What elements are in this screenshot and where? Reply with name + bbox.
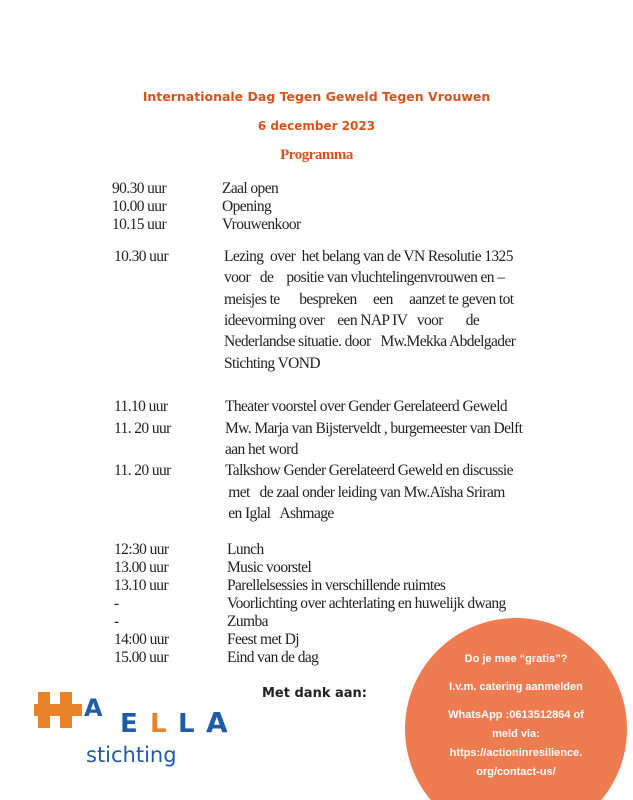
schedule-time: 15.00 uur xyxy=(114,649,169,666)
schedule-activity: voor de positie van vluchtelingenvrouwen en – xyxy=(224,269,505,287)
schedule-time: 90.30 uur xyxy=(112,180,167,197)
schedule-activity: Mw. Marja van Bijsterveldt , burgemeester van Delft xyxy=(225,420,523,437)
schedule-time: 11. 20 uur xyxy=(114,462,171,479)
svg-text:stichting: stichting xyxy=(86,743,177,767)
schedule-activity: Talkshow Gender Gerelateerd Geweld en discussie xyxy=(225,462,513,479)
schedule-activity: Theater voorstel over Gender Gerelateerd Geweld xyxy=(225,398,508,415)
svg-text:A: A xyxy=(206,706,228,739)
schedule-activity: Lezing over het belang van de VN Resolutie 1325 xyxy=(224,248,513,265)
schedule-activity: Zaal open xyxy=(222,180,279,197)
section-title: Programma xyxy=(280,147,353,163)
schedule-time: 10.15 uur xyxy=(112,216,167,233)
callout-whatsapp: WhatsApp :0613512864 of xyxy=(448,709,584,721)
schedule-time: 10.30 uur xyxy=(114,248,169,265)
svg-text:A: A xyxy=(84,694,103,722)
schedule-activity: Voorlichting over achterlating en huwelijk dwang xyxy=(227,595,506,612)
svg-text:L: L xyxy=(178,709,195,739)
callout-question: Do je mee “gratis”? xyxy=(464,653,568,665)
schedule-activity: Feest met Dj xyxy=(227,631,300,648)
haella-logo xyxy=(34,690,254,775)
schedule-activity: aan het word xyxy=(225,441,298,458)
schedule-activity: met de zaal onder leiding van Mw.Aïsha Sriram xyxy=(225,483,505,501)
schedule-activity: Parellelsessies in verschillende ruimtes xyxy=(227,577,446,594)
schedule-time: 12:30 uur xyxy=(114,541,169,558)
svg-text:E: E xyxy=(120,709,138,739)
schedule-activity: Lunch xyxy=(227,541,264,558)
event-date: 6 december 2023 xyxy=(257,119,376,133)
callout-catering: I.v.m. catering aanmelden xyxy=(449,681,583,693)
schedule-activity: Music voorstel xyxy=(227,559,312,576)
thanks-label: Met dank aan: xyxy=(262,686,367,701)
schedule-activity: Opening xyxy=(222,198,272,215)
registration-callout xyxy=(405,618,627,800)
schedule-time: - xyxy=(114,613,119,630)
schedule-time: - xyxy=(114,595,119,612)
callout-url-1[interactable]: https://actioninresilience. xyxy=(449,747,583,759)
schedule-activity: Zumba xyxy=(227,613,268,630)
schedule-time: 11. 20 uur xyxy=(114,420,171,437)
callout-meld: meld via: xyxy=(492,728,540,740)
schedule-time: 13.10 uur xyxy=(114,577,169,594)
callout-url-2[interactable]: org/contact-us/ xyxy=(476,766,556,778)
schedule-activity: ideevorming over een NAP IV voor de xyxy=(224,311,480,329)
schedule-time: 13.00 uur xyxy=(114,559,169,576)
schedule-activity: en Iglal Ashmage xyxy=(225,505,334,522)
schedule-time: 11.10 uur xyxy=(114,398,168,415)
schedule-activity: meisjes te bespreken een aanzet te geven tot xyxy=(224,290,514,308)
schedule-time: 10.00 uur xyxy=(112,198,167,215)
schedule-activity: Stichting VOND xyxy=(224,354,320,372)
event-title: Internationale Dag Tegen Geweld Tegen Vrouwen xyxy=(142,89,491,104)
schedule-activity: Eind van de dag xyxy=(227,649,319,666)
schedule-time: 14:00 uur xyxy=(114,631,169,648)
schedule-activity: Vrouwenkoor xyxy=(222,216,301,233)
svg-text:L: L xyxy=(150,709,167,739)
schedule-activity: Nederlandse situatie. door Mw.Mekka Abdelgader xyxy=(224,333,516,351)
